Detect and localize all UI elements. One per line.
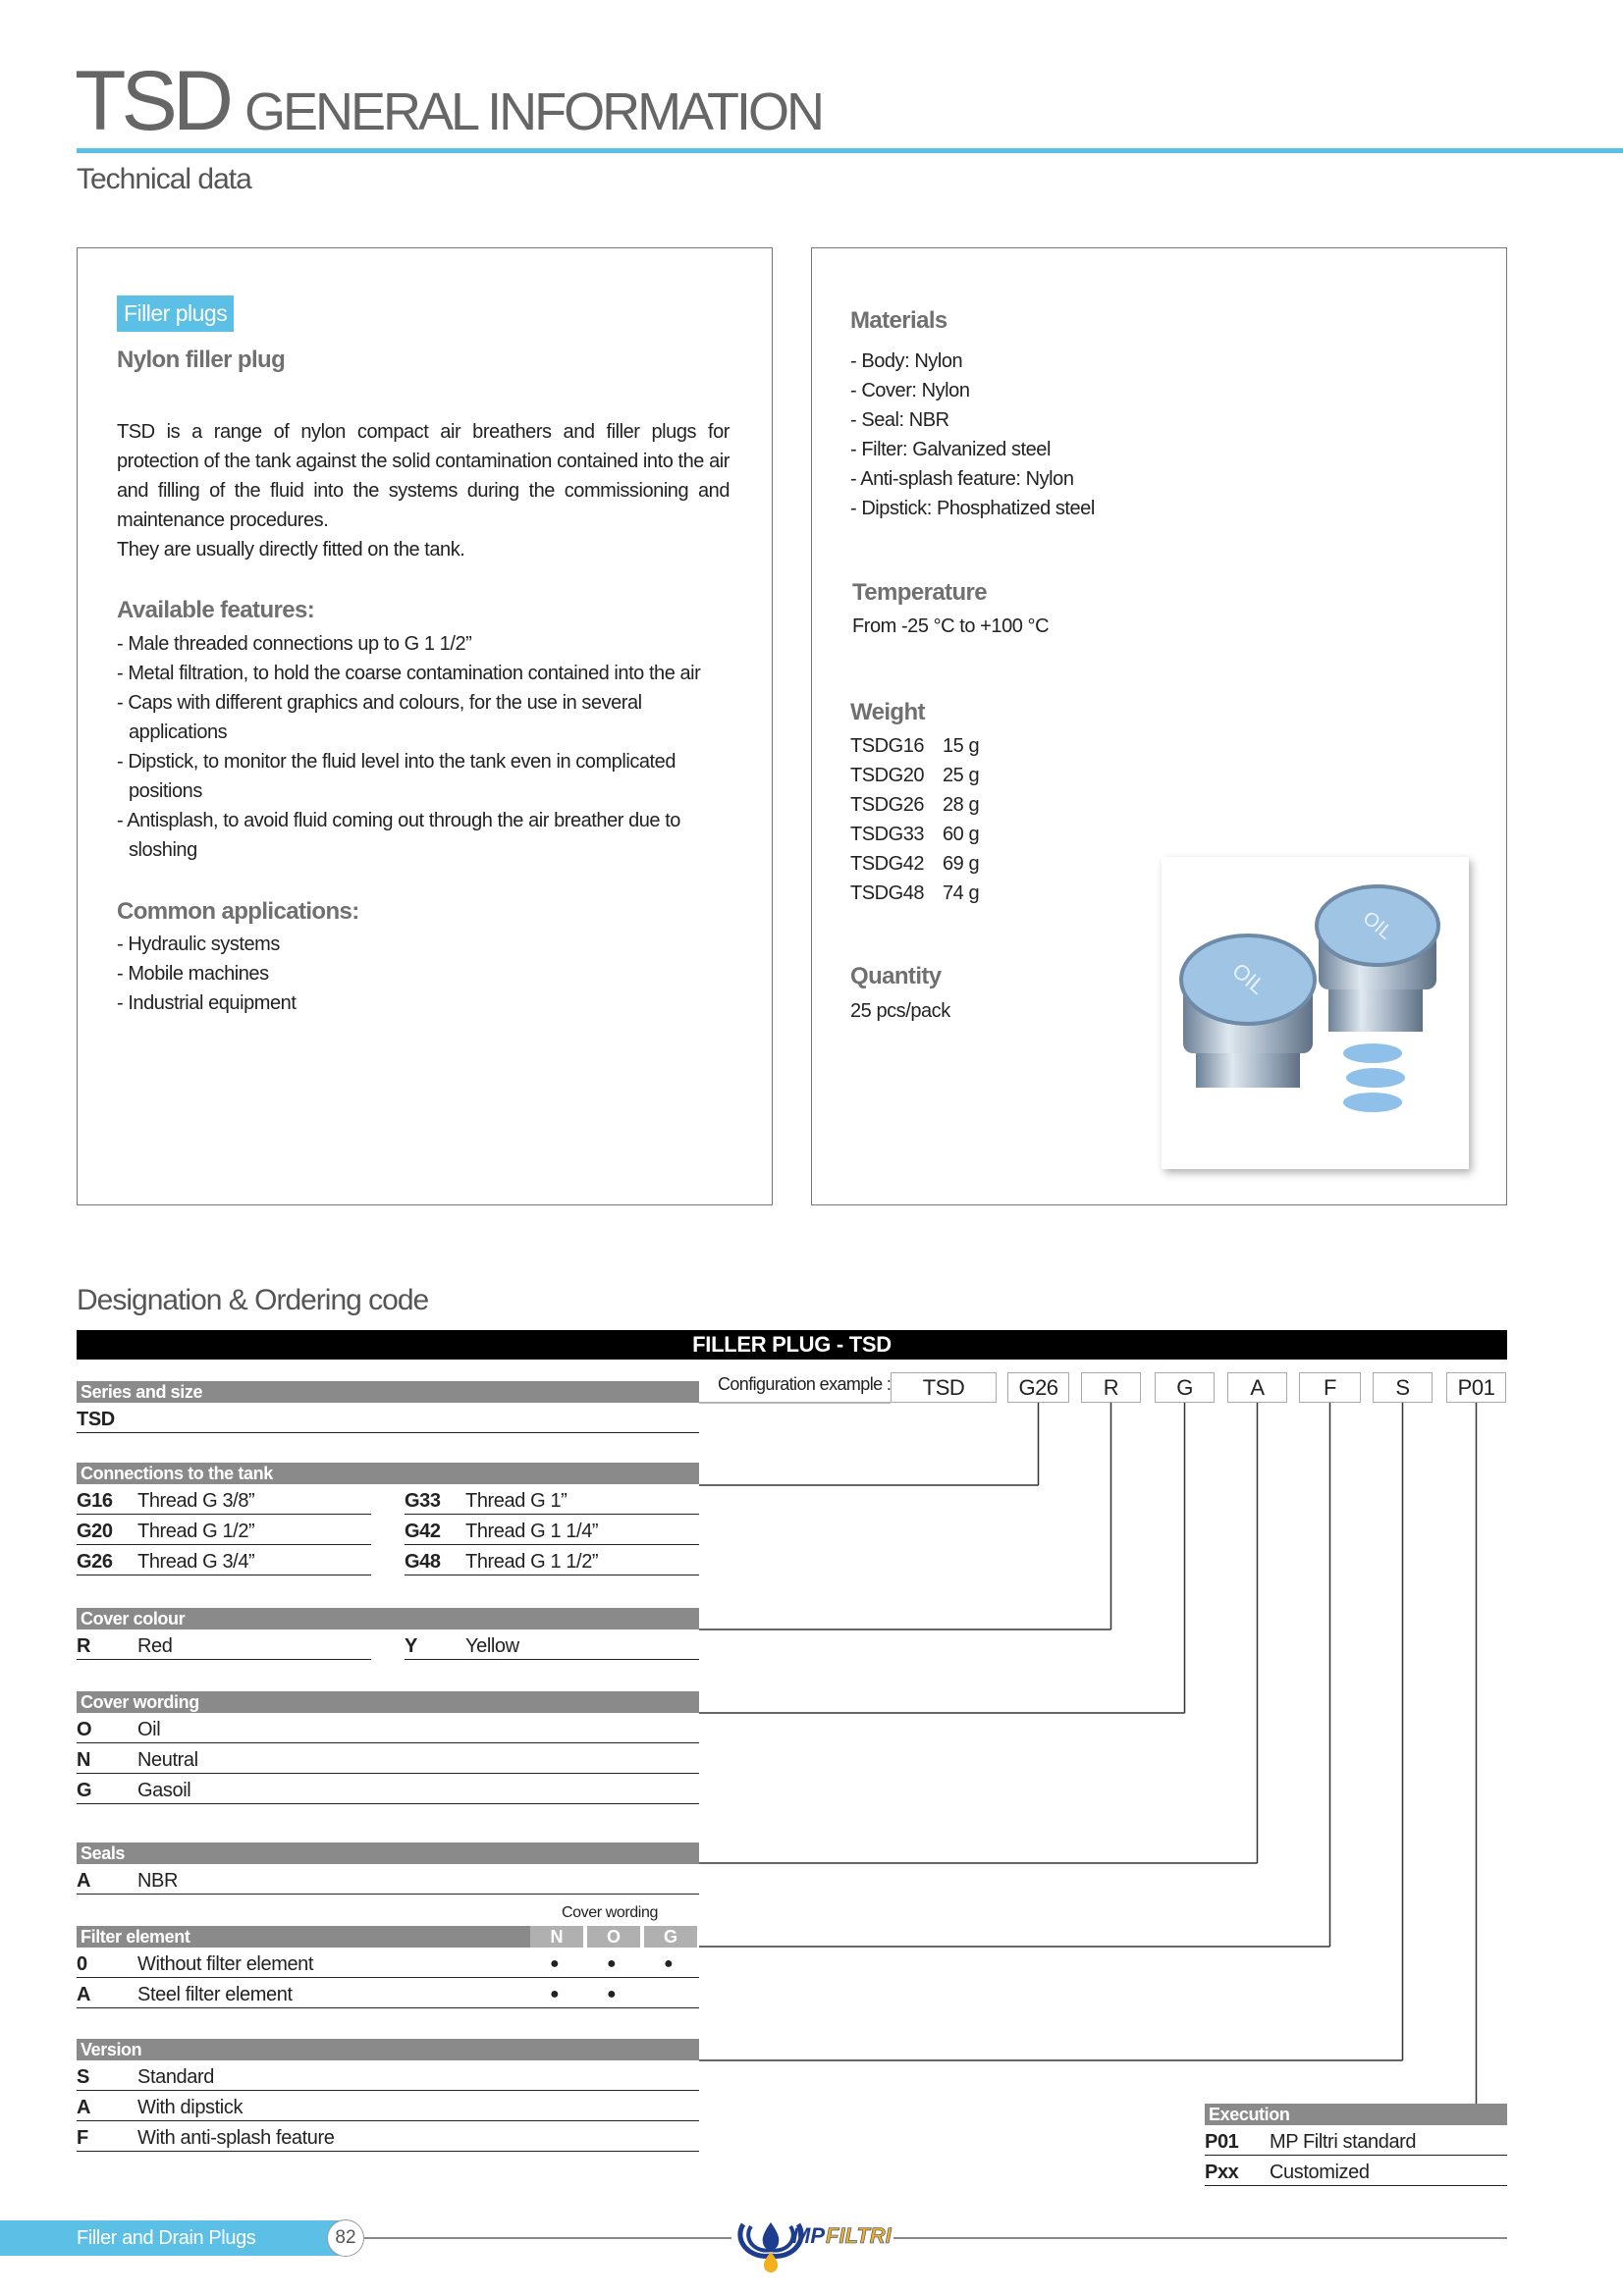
- option-label: Oil: [137, 1719, 161, 1740]
- application-item: - Industrial equipment: [117, 992, 297, 1014]
- config-code-box: P01: [1446, 1372, 1506, 1403]
- option-code: G26: [77, 1551, 113, 1573]
- availability-dot: ●: [550, 1955, 560, 1972]
- weight-value: 74 g: [943, 882, 980, 904]
- ordering-title: Designation & Ordering code: [77, 1284, 429, 1316]
- option-label: Thread G 1”: [465, 1490, 568, 1512]
- weight-value: 60 g: [943, 824, 980, 845]
- option-row: [77, 1545, 371, 1575]
- config-code-box: S: [1373, 1372, 1433, 1403]
- option-row: [1205, 2125, 1507, 2156]
- quantity-value: 25 pcs/pack: [850, 1000, 950, 1022]
- config-example-label: Configuration example :: [718, 1374, 892, 1394]
- weight-value: 28 g: [943, 794, 980, 816]
- availability-dot: ●: [607, 1955, 617, 1972]
- config-code-box: A: [1227, 1372, 1287, 1403]
- option-code: N: [77, 1749, 91, 1771]
- section-header: Cover wording: [77, 1691, 699, 1713]
- option-label: Thread G 3/4”: [137, 1551, 255, 1573]
- option-label: Thread G 3/8”: [137, 1490, 255, 1512]
- footer-rule-left: [364, 2237, 731, 2239]
- option-label: Thread G 1/2”: [137, 1521, 255, 1542]
- option-row: [77, 2091, 699, 2121]
- title-rest: GENERAL INFORMATION: [244, 82, 823, 141]
- option-label: Without filter element: [137, 1953, 314, 1975]
- material-item: - Cover: Nylon: [850, 380, 970, 401]
- section-header: Connections to the tank: [77, 1463, 699, 1484]
- weight-value: 69 g: [943, 853, 980, 875]
- option-code: R: [77, 1635, 91, 1657]
- weight-model: TSDG20: [850, 765, 925, 786]
- section-header: Filter element: [77, 1926, 530, 1948]
- option-row: [405, 1629, 699, 1660]
- option-code: A: [77, 2097, 91, 2118]
- svg-text:OIL: OIL: [1227, 957, 1271, 999]
- weight-model: TSDG48: [850, 882, 925, 904]
- material-item: - Anti-splash feature: Nylon: [850, 468, 1074, 490]
- option-row: [77, 1774, 699, 1804]
- material-item: - Dipstick: Phosphatized steel: [850, 498, 1095, 519]
- option-label: Gasoil: [137, 1780, 191, 1801]
- feature-item: - Caps with different graphics and colours, for the use in several applications: [117, 692, 642, 743]
- option-code: Y: [405, 1635, 417, 1657]
- ordering-bar: FILLER PLUG - TSD: [77, 1330, 1507, 1360]
- option-row: [77, 1403, 699, 1433]
- option-label: Customized: [1270, 2162, 1370, 2183]
- features-heading: Available features:: [117, 597, 315, 623]
- option-label: Standard: [137, 2066, 214, 2088]
- option-code: G48: [405, 1551, 441, 1573]
- application-item: - Hydraulic systems: [117, 934, 280, 955]
- materials-heading: Materials: [850, 307, 947, 334]
- option-code: A: [77, 1984, 91, 2005]
- option-row: [77, 1484, 371, 1515]
- section-header: Execution: [1205, 2104, 1507, 2125]
- weight-model: TSDG33: [850, 824, 925, 845]
- section-header: Cover colour: [77, 1608, 699, 1629]
- option-label: Thread G 1 1/4”: [465, 1521, 599, 1542]
- config-code-box: G: [1155, 1372, 1215, 1403]
- option-row: [77, 1948, 699, 1978]
- cover-wording-label: Cover wording: [562, 1904, 658, 1921]
- feature-item: - Metal filtration, to hold the coarse contamination contained into the air: [117, 663, 701, 684]
- footer-section: Filler and Drain Plugs: [0, 2220, 339, 2256]
- product-heading: Nylon filler plug: [117, 347, 286, 373]
- temperature-heading: Temperature: [852, 579, 988, 606]
- mpfiltri-logo: [731, 2216, 893, 2275]
- option-row: [77, 1864, 699, 1895]
- option-row: [77, 1978, 699, 2008]
- option-row: [77, 2121, 699, 2152]
- option-label: Yellow: [465, 1635, 519, 1657]
- title-product: TSD: [75, 54, 229, 148]
- section-header: Series and size: [77, 1381, 699, 1403]
- option-label: NBR: [137, 1870, 179, 1892]
- option-code: Pxx: [1205, 2162, 1239, 2183]
- availability-dot: ●: [664, 1955, 674, 1972]
- config-code-box: G26: [1007, 1372, 1069, 1403]
- feature-item: - Antisplash, to avoid fluid coming out through the air breather due to sloshing: [117, 810, 680, 861]
- weight-heading: Weight: [850, 699, 925, 725]
- option-code: F: [77, 2127, 88, 2149]
- applications-heading: Common applications:: [117, 898, 359, 925]
- option-label: Neutral: [137, 1749, 198, 1771]
- feature-item: - Male threaded connections up to G 1 1/2”: [117, 633, 472, 655]
- weight-value: 15 g: [943, 735, 980, 757]
- application-item: - Mobile machines: [117, 963, 269, 985]
- feature-item: - Dipstick, to monitor the fluid level into the tank even in complicated positions: [117, 751, 676, 802]
- config-code-box: TSD: [891, 1372, 997, 1403]
- option-row: [77, 1629, 371, 1660]
- option-code: G20: [77, 1521, 113, 1542]
- section-subtitle: Technical data: [77, 163, 251, 195]
- option-row: [1205, 2156, 1507, 2186]
- description-paragraph: TSD is a range of nylon compact air breathers and filler plugs for protection of the tank against the solid contamination contained into the air and filling of the fluid into the systems during the commissioning and maintenance procedures.: [117, 421, 730, 531]
- logo-icon: [731, 2216, 893, 2275]
- svg-text:FILTRI: FILTRI: [826, 2223, 892, 2248]
- option-label: Steel filter element: [137, 1984, 293, 2005]
- weight-value: 25 g: [943, 765, 980, 786]
- weight-model: TSDG26: [850, 794, 925, 816]
- footer-rule-right: [893, 2237, 1507, 2239]
- description-paragraph-2: They are usually directly fitted on the tank.: [117, 539, 465, 561]
- category-badge: Filler plugs: [117, 295, 234, 332]
- cover-wording-column: N: [530, 1926, 583, 1948]
- option-row: [77, 1713, 699, 1743]
- option-label: With dipstick: [137, 2097, 243, 2118]
- material-item: - Body: Nylon: [850, 350, 963, 372]
- option-row: [77, 1515, 371, 1545]
- config-code-box: F: [1299, 1372, 1361, 1403]
- option-code: G33: [405, 1490, 441, 1512]
- availability-dot: ●: [607, 1986, 617, 2002]
- weight-model: TSDG16: [850, 735, 925, 757]
- option-row: [405, 1545, 699, 1575]
- option-code: TSD: [77, 1409, 115, 1430]
- option-code: G16: [77, 1490, 113, 1512]
- svg-text:OIL: OIL: [1358, 907, 1397, 944]
- option-code: A: [77, 1870, 91, 1892]
- option-label: MP Filtri standard: [1270, 2131, 1417, 2153]
- option-code: O: [77, 1719, 92, 1740]
- option-row: [77, 2060, 699, 2091]
- option-row: [405, 1515, 699, 1545]
- quantity-heading: Quantity: [850, 963, 942, 989]
- material-item: - Seal: NBR: [850, 409, 949, 431]
- weight-model: TSDG42: [850, 853, 925, 875]
- cover-wording-column: G: [644, 1926, 697, 1948]
- config-code-box: R: [1081, 1372, 1141, 1403]
- svg-text:MP: MP: [792, 2223, 825, 2248]
- option-code: G42: [405, 1521, 441, 1542]
- option-label: With anti-splash feature: [137, 2127, 335, 2149]
- availability-dot: ●: [550, 1986, 560, 2002]
- section-header: Seals: [77, 1842, 699, 1864]
- option-code: G: [77, 1780, 92, 1801]
- page-number: 82: [327, 2219, 364, 2257]
- option-code: 0: [77, 1953, 87, 1975]
- option-row: [405, 1484, 699, 1515]
- material-item: - Filter: Galvanized steel: [850, 439, 1051, 460]
- temperature-value: From -25 °C to +100 °C: [852, 615, 1050, 637]
- option-row: [77, 1743, 699, 1774]
- option-code: P01: [1205, 2131, 1239, 2153]
- option-code: S: [77, 2066, 89, 2088]
- option-label: Red: [137, 1635, 173, 1657]
- section-header: Version: [77, 2039, 699, 2060]
- cover-wording-column: O: [587, 1926, 640, 1948]
- option-label: Thread G 1 1/2”: [465, 1551, 599, 1573]
